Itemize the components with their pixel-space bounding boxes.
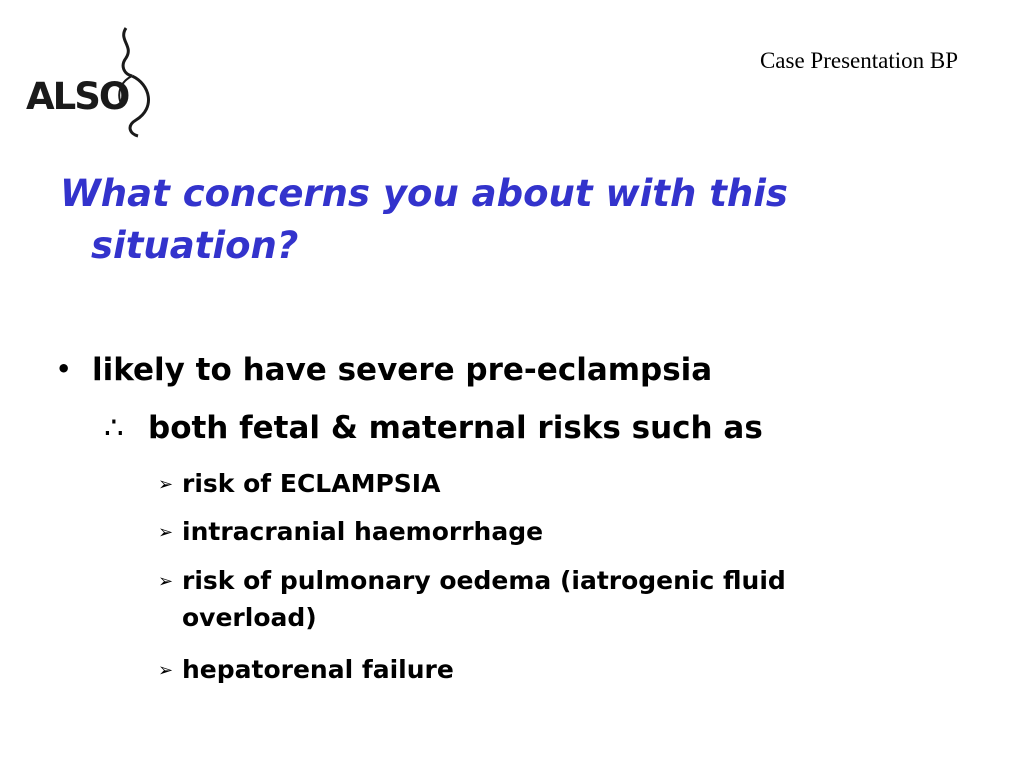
list-item-text: risk of pulmonary oedema (iatrogenic fluid xyxy=(182,566,786,595)
bullet-dot-icon: • xyxy=(56,355,72,383)
logo-text: ALSO xyxy=(26,75,129,118)
bullet-level-2 xyxy=(104,410,763,446)
also-logo xyxy=(22,24,162,140)
list-item-text: hepatorenal failure xyxy=(182,655,454,684)
list-item xyxy=(158,563,958,636)
slide-title-line-2: situation? xyxy=(91,224,299,267)
header-title: Case Presentation BP xyxy=(759,48,958,73)
list-item-text: intracranial haemorrhage xyxy=(182,517,544,546)
list-item xyxy=(158,514,958,551)
arrow-bullet-icon: ➢ xyxy=(158,522,174,543)
arrow-bullet-icon: ➢ xyxy=(158,660,174,681)
bullet-level-1 xyxy=(56,352,712,388)
arrow-bullet-icon: ➢ xyxy=(158,474,174,495)
slide-title xyxy=(60,168,920,272)
therefore-icon: ∴ xyxy=(104,410,124,446)
list-item xyxy=(158,652,958,689)
list-item-text: risk of ECLAMPSIA xyxy=(182,469,441,498)
bullet-level-2-text: both fetal & maternal risks such as xyxy=(148,410,763,446)
list-item xyxy=(158,466,958,503)
list-item-continuation: overload) xyxy=(182,603,317,632)
bullet-level-1-text: likely to have severe pre-eclampsia xyxy=(92,352,713,388)
slide-title-line-1: What concerns you about with this xyxy=(60,172,788,215)
arrow-bullet-icon: ➢ xyxy=(158,571,174,592)
